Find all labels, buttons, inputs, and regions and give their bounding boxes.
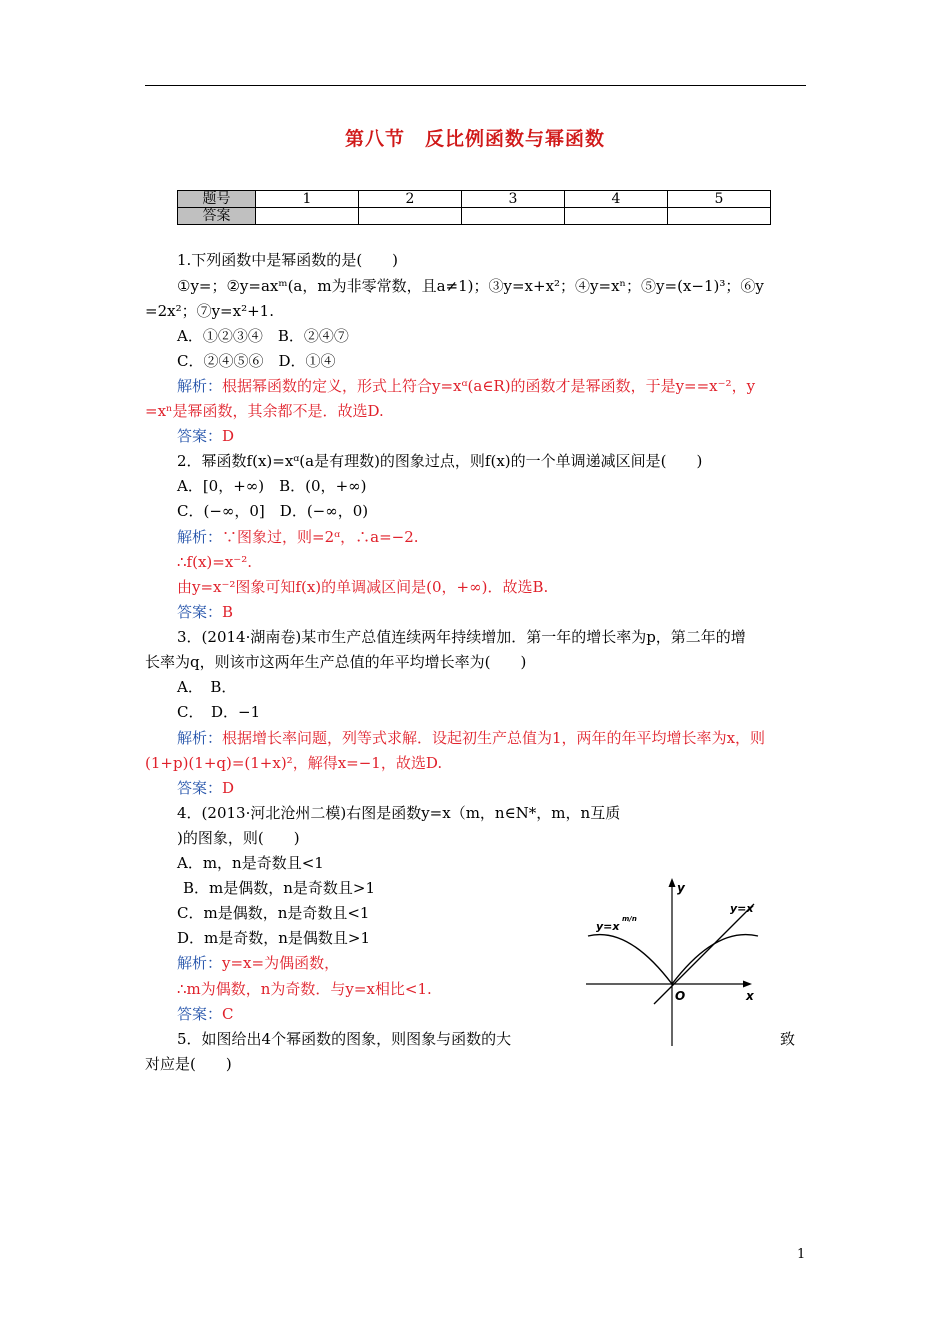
q1-items-cont: =2x²；⑦y=x²+1.: [145, 302, 274, 320]
q1-analysis-cont: =xⁿ是幂函数，其余都不是．故选D.: [145, 402, 384, 420]
page-title: 第八节 反比例函数与幂函数: [344, 128, 605, 150]
q5-stem-tail: 致: [780, 1030, 796, 1048]
q3-option-cd: C． D．−1: [177, 703, 261, 721]
answer-label: 答案：: [177, 779, 223, 797]
q2-option-cd: C．(−∞，0] D．(−∞，0): [177, 502, 369, 520]
col-5: 5: [668, 191, 771, 208]
q4-answer-value: C: [222, 1005, 234, 1023]
origin-label: O: [675, 989, 686, 1003]
analysis-label: 解析：: [177, 954, 223, 972]
q1-items: ①y=；②y=axᵐ(a，m为非零常数，且a≠1)；③y=x+x²；④y=xⁿ；⑤y=(x−1)³；⑥y: [177, 277, 764, 295]
answer-cell-3[interactable]: [462, 208, 565, 225]
q3-answer: [177, 778, 234, 798]
q4-option-d: D．m是奇数，n是偶数且>1: [177, 929, 371, 947]
q1-option-cd: C．②④⑤⑥ D．①④: [177, 352, 336, 370]
q3-stem-cont: 长率为q，则该市这两年生产总值的年平均增长率为( ): [145, 653, 527, 671]
curve-label-exponent: m/n: [622, 915, 637, 923]
curve-label: y=x: [596, 920, 620, 933]
q4-stem-cont: )的图象，则( ): [177, 829, 300, 847]
q3-analysis-cont: (1+p)(1+q)=(1+x)²，解得x=−1，故选D.: [145, 754, 443, 772]
q3-stem: 3．(2014·湖南卷)某市生产总值连续两年持续增加．第一年的增长率为p，第二年的增: [177, 628, 746, 646]
analysis-label: 解析：: [177, 729, 223, 747]
y-axis: [669, 878, 676, 1046]
q4-answer: [177, 1004, 234, 1024]
q5-stem: 5．如图给出4个幂函数的图象，则图象与函数的大: [177, 1030, 512, 1048]
header-rule: [145, 85, 806, 86]
q4-option-c: C．m是偶数，n是奇数且<1: [177, 904, 370, 922]
q3-analysis: [177, 728, 765, 748]
q3-option-ab: A． B．: [177, 678, 237, 696]
analysis-label: 解析：: [177, 377, 223, 395]
row-label-answer: 答案: [178, 208, 256, 225]
q1-analysis: [177, 376, 755, 396]
q4-stem: 4．(2013·河北沧州二模)右图是函数y=x（m，n∈N*，m，n互质: [177, 804, 621, 822]
q2-answer: [177, 602, 233, 622]
q4-analysis-2: ∴m为偶数，n为奇数．与y=x相比<1.: [177, 980, 432, 998]
function-graph: [578, 876, 778, 1051]
answer-label: 答案：: [177, 427, 223, 445]
power-curve: [588, 935, 758, 984]
answer-cell-5[interactable]: [668, 208, 771, 225]
q3-answer-value: D: [222, 779, 235, 797]
q1-answer: [177, 426, 234, 446]
q4-analysis-text: y=x=为偶函数，: [222, 954, 340, 972]
q4-analysis: [177, 953, 339, 973]
q2-answer-value: B: [222, 603, 234, 621]
q1-analysis-text: 根据幂函数的定义，形式上符合y=xᵅ(a∈R)的函数才是幂函数，于是y==x⁻²，y: [222, 377, 756, 395]
identity-line: [654, 904, 754, 1004]
q2-analysis-3: 由y=x⁻²图象可知f(x)的单调减区间是(0，+∞)．故选B.: [177, 578, 549, 596]
answer-cell-2[interactable]: [359, 208, 462, 225]
analysis-label: 解析：: [177, 528, 223, 546]
q1-stem: 1.下列函数中是幂函数的是( ): [177, 251, 399, 269]
answer-table: [177, 190, 771, 225]
q2-analysis-2: ∴f(x)=x⁻².: [177, 553, 252, 571]
col-4: 4: [565, 191, 668, 208]
col-3: 3: [462, 191, 565, 208]
y-axis-label: y: [677, 881, 685, 895]
answer-cell-4[interactable]: [565, 208, 668, 225]
x-axis: [586, 981, 752, 988]
q3-analysis-text: 根据增长率问题，列等式求解．设起初生产总值为1，两年的年平均增长率为x，则: [222, 729, 766, 747]
line-label: y=x: [730, 902, 754, 915]
q5-stem-cont: 对应是( ): [145, 1055, 232, 1073]
page-number: 1: [797, 1247, 806, 1262]
q2-analysis-text: ∵图象过，则=2ᵅ，∴a=−2.: [222, 528, 419, 546]
answer-cell-1[interactable]: [256, 208, 359, 225]
q1-answer-value: D: [222, 427, 235, 445]
col-2: 2: [359, 191, 462, 208]
answer-label: 答案：: [177, 603, 223, 621]
col-1: 1: [256, 191, 359, 208]
q1-option-ab: A．①②③④ B．②④⑦: [177, 327, 349, 345]
q4-option-a: A．m，n是奇数且<1: [177, 854, 324, 872]
row-label-number: 题号: [178, 191, 256, 208]
q2-option-ab: A．[0，+∞) B．(0，+∞): [177, 477, 367, 495]
q2-stem: 2．幂函数f(x)=xᵅ(a是有理数)的图象过点，则f(x)的一个单调递减区间是( ): [177, 452, 703, 470]
q2-analysis: [177, 527, 419, 547]
q4-option-b: B．m是偶数，n是奇数且>1: [183, 879, 376, 897]
answer-label: 答案：: [177, 1005, 223, 1023]
x-axis-label: x: [746, 989, 754, 1003]
